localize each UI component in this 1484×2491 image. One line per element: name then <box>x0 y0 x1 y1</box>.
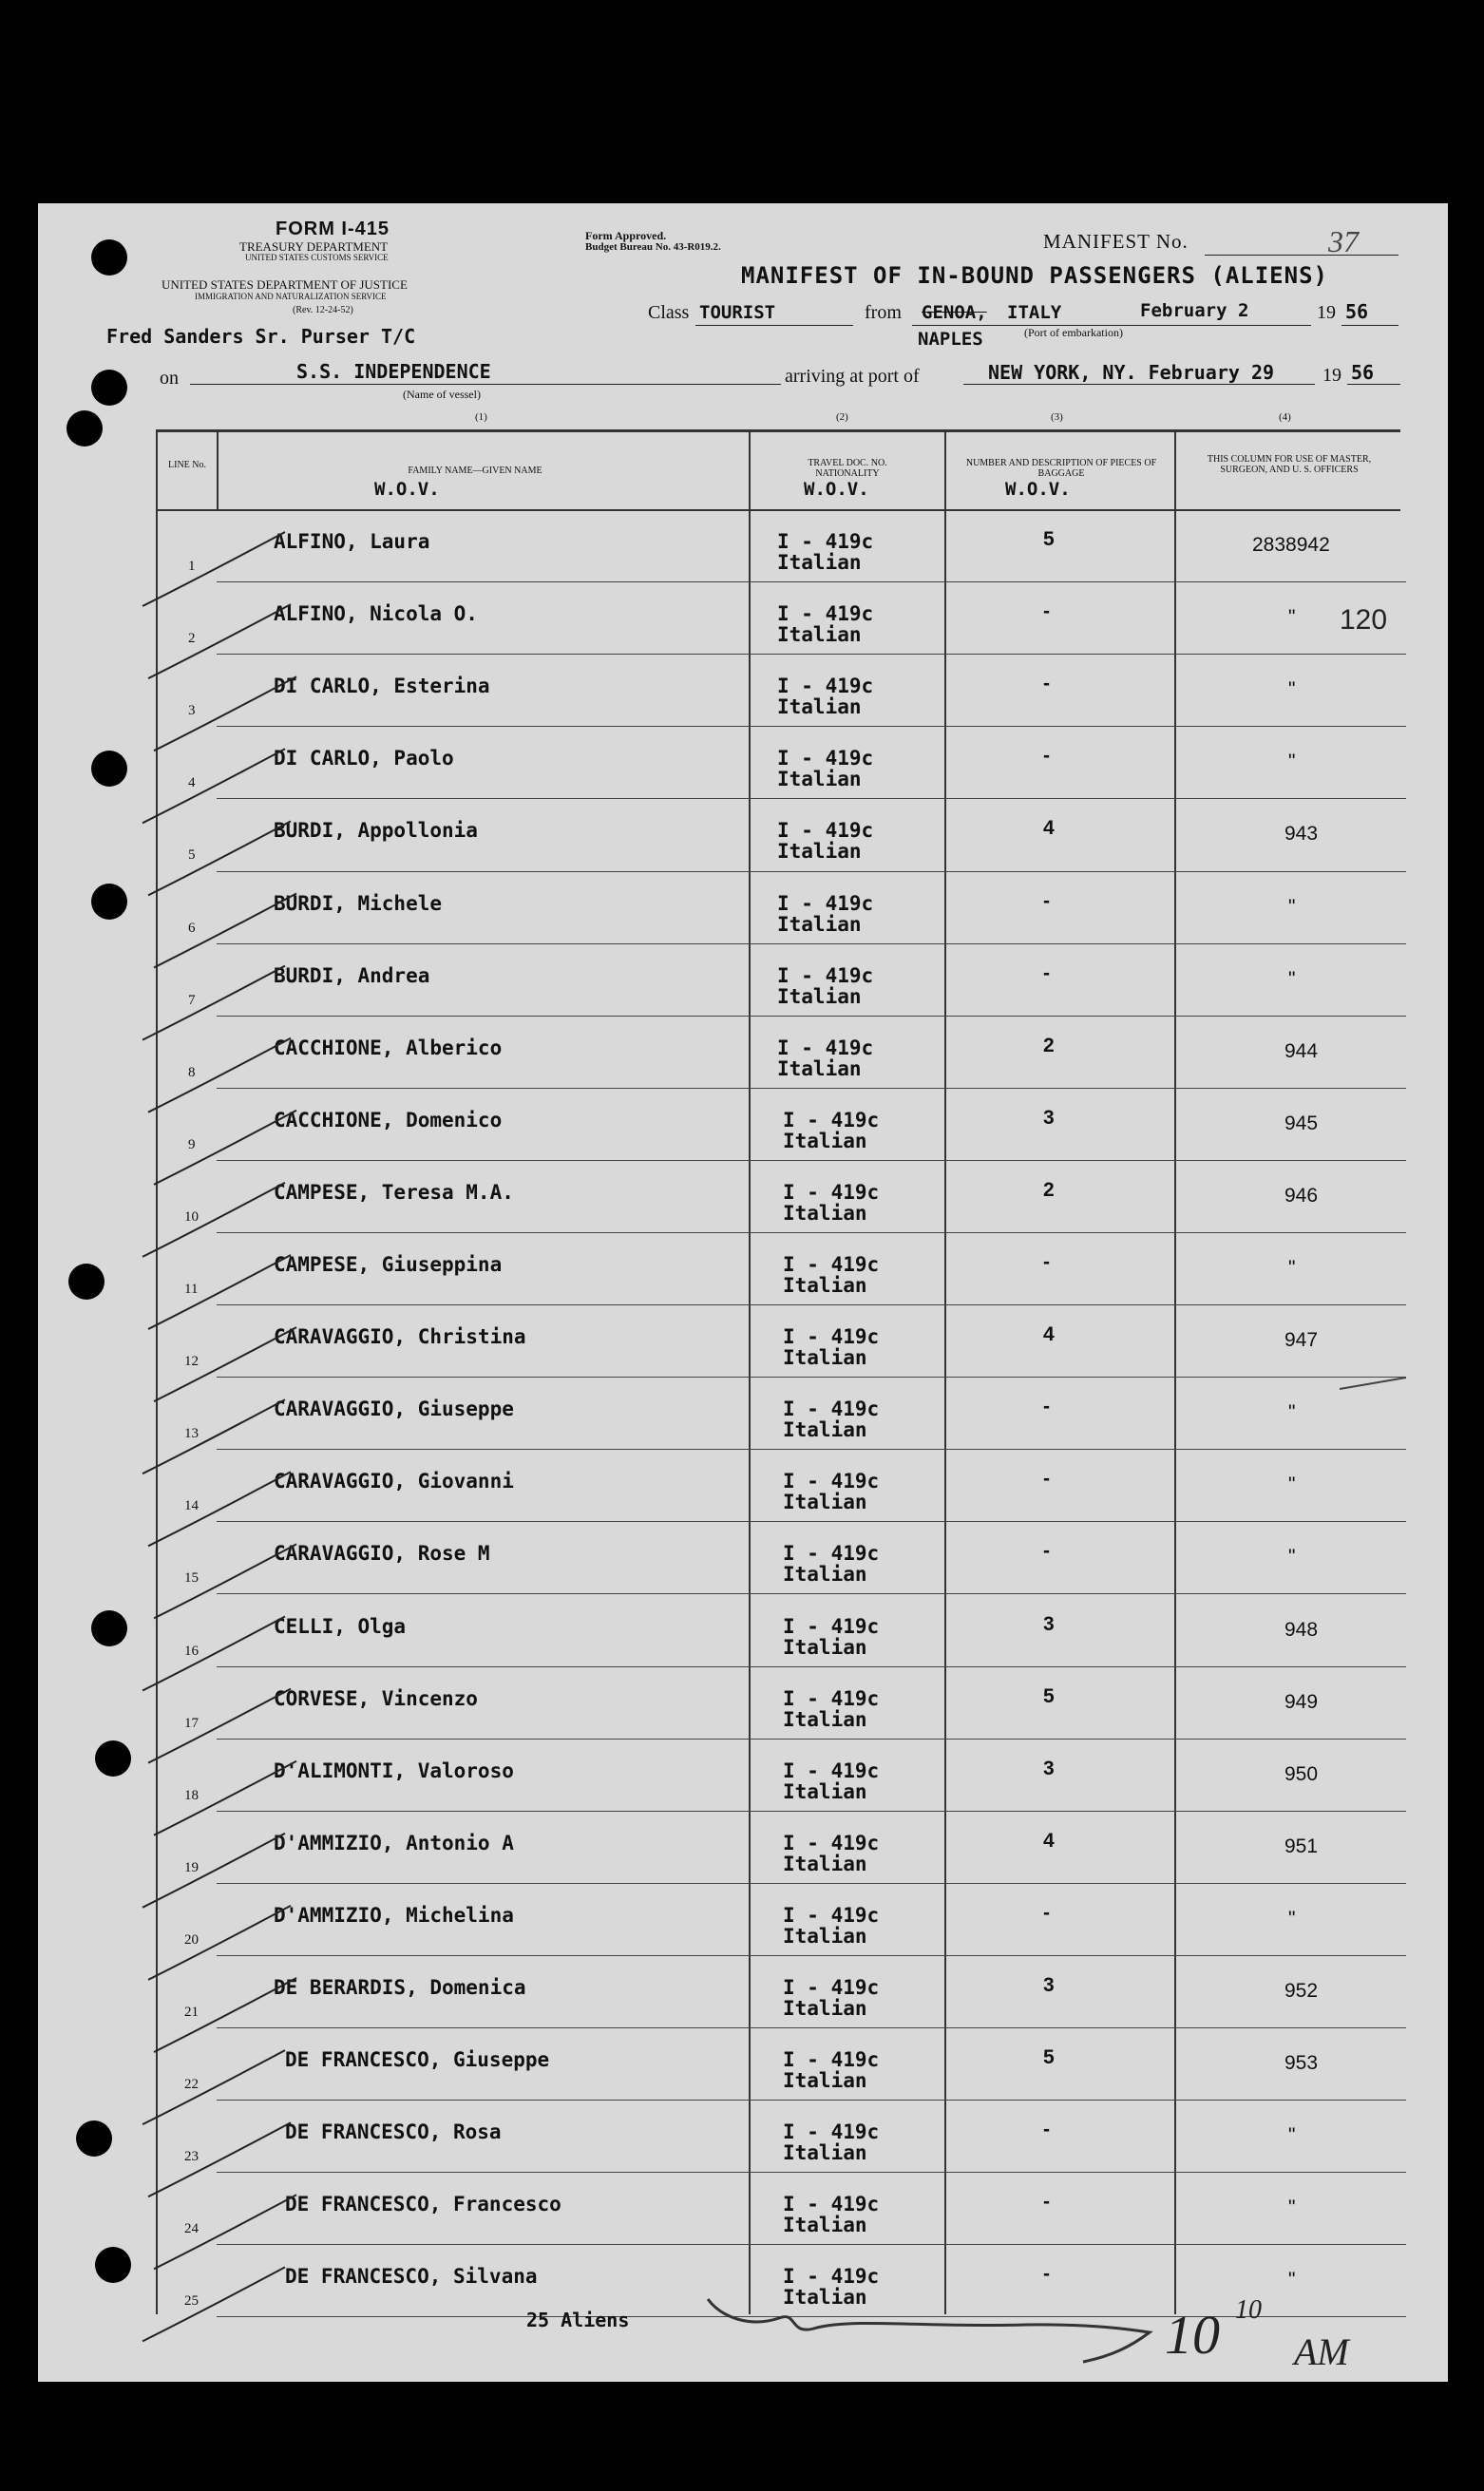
customs-label: UNITED STATES CUSTOMS SERVICE <box>245 253 389 262</box>
check-mark <box>143 1399 285 1474</box>
passenger-name: CARAVAGGIO, Giovanni <box>274 1470 514 1493</box>
line-number: 18 <box>184 1787 199 1803</box>
officer-number: " <box>1288 2124 1296 2147</box>
line-number: 21 <box>184 2005 199 2020</box>
baggage-count: - <box>1043 600 1050 623</box>
baggage-count: 2 <box>1043 1178 1055 1201</box>
travel-doc-header: TRAVEL DOC. NO. NATIONALITY <box>808 458 887 479</box>
check-mark <box>154 894 296 968</box>
line-number: 8 <box>188 1064 196 1080</box>
travel-doc: I - 419c <box>783 1253 880 1276</box>
travel-doc: I - 419c <box>783 1831 880 1854</box>
baggage-count: 2 <box>1043 1034 1055 1056</box>
baggage-count: - <box>1043 1540 1050 1563</box>
baggage-count: - <box>1043 1901 1050 1924</box>
officer-number: 950 <box>1284 1762 1319 1785</box>
check-mark <box>148 1255 291 1329</box>
travel-doc: I - 419c <box>777 675 874 698</box>
travel-doc: I - 419c <box>777 747 874 770</box>
officers-header: THIS COLUMN FOR USE OF MASTER, SURGEON, AND U. S. OFFICERS <box>1207 454 1372 475</box>
line-number: 16 <box>184 1643 199 1659</box>
officer-number: 943 <box>1284 823 1319 846</box>
nationality: Italian <box>783 2214 867 2237</box>
check-mark <box>148 604 291 678</box>
passenger-name: CARAVAGGIO, Christina <box>274 1325 526 1349</box>
passenger-name: CARAVAGGIO, Giuseppe <box>274 1398 514 1421</box>
officer-number: 945 <box>1284 1112 1319 1134</box>
time-note-sup: 10 <box>1235 2295 1262 2325</box>
check-mark <box>143 966 285 1040</box>
nationality: Italian <box>777 912 862 936</box>
nationality: Italian <box>783 1201 867 1225</box>
line-number: 24 <box>184 2221 199 2237</box>
line-number: 7 <box>188 992 196 1008</box>
budget-bureau: Budget Bureau No. 43-R019.2. <box>585 241 721 253</box>
column-number: (2) <box>836 411 848 423</box>
baggage-count: - <box>1043 745 1050 768</box>
officer-number: 948 <box>1284 1618 1319 1641</box>
baggage-count: 4 <box>1043 817 1055 840</box>
check-mark <box>154 1111 296 1185</box>
signature-scribble <box>708 2299 1150 2362</box>
baggage-count: 4 <box>1043 1323 1055 1346</box>
baggage-count: 4 <box>1043 1829 1055 1852</box>
passenger-name: DE FRANCESCO, Silvana <box>285 2265 538 2289</box>
baggage-count: - <box>1043 961 1050 984</box>
baggage-count: - <box>1043 2191 1050 2214</box>
nationality: Italian <box>783 1707 867 1731</box>
row2-extra-note: 120 <box>1340 604 1388 636</box>
travel-doc: I - 419c <box>783 1614 880 1638</box>
officer-number: " <box>1288 1474 1296 1496</box>
passenger-name: DE FRANCESCO, Rosa <box>285 2120 502 2144</box>
officer-number: " <box>1288 1257 1296 1279</box>
passenger-name: CORVESE, Vincenzo <box>274 1686 478 1710</box>
check-mark <box>143 1834 285 1908</box>
travel-doc: I - 419c <box>783 2120 880 2144</box>
year-1-value: 56 <box>1345 300 1369 323</box>
travel-doc: I - 419c <box>777 530 874 553</box>
line-number: 4 <box>188 775 196 791</box>
baggage-count: 5 <box>1043 1684 1055 1707</box>
passenger-name: CACCHIONE, Alberico <box>274 1036 503 1059</box>
nationality: Italian <box>777 768 862 791</box>
passenger-name: D'AMMIZIO, Antonio A <box>274 1831 514 1854</box>
check-mark <box>148 1472 291 1546</box>
nationality: Italian <box>783 1852 867 1875</box>
baggage-header: NUMBER AND DESCRIPTION OF PIECES OF BAGGAGE <box>965 458 1157 479</box>
officer-number: " <box>1288 751 1296 773</box>
nationality: Italian <box>777 1056 862 1080</box>
from-date: February 2 <box>1140 300 1249 321</box>
baggage-count: 3 <box>1043 1106 1055 1129</box>
officer-number: 949 <box>1284 1690 1319 1713</box>
ins-label: IMMIGRATION AND NATURALIZATION SERVICE <box>195 292 387 301</box>
check-mark <box>154 1327 296 1401</box>
nationality: Italian <box>783 1779 867 1803</box>
baggage-count: - <box>1043 1468 1050 1491</box>
travel-doc: I - 419c <box>783 1470 880 1493</box>
manifest-title: MANIFEST OF IN-BOUND PASSENGERS (ALIENS) <box>741 262 1328 289</box>
baggage-count: 3 <box>1043 1612 1055 1635</box>
passenger-name: BURDI, Michele <box>274 891 443 915</box>
line-number: 14 <box>184 1498 199 1514</box>
name-wov: W.O.V. <box>374 479 440 500</box>
manifest-no-value: 37 <box>1328 224 1359 258</box>
check-mark <box>148 2122 291 2196</box>
line-number: 22 <box>184 2077 199 2093</box>
form-approved: Form Approved. <box>585 229 667 242</box>
line-no-header: LINE No. <box>168 460 206 470</box>
nationality: Italian <box>777 551 862 574</box>
check-mark <box>143 532 285 606</box>
nationality: Italian <box>783 2069 867 2093</box>
year-1-prefix: 19 <box>1317 302 1336 323</box>
passenger-name: ALFINO, Nicola O. <box>274 602 478 626</box>
passenger-name: BURDI, Appollonia <box>274 819 478 843</box>
passenger-name: CAMPESE, Teresa M.A. <box>274 1180 514 1204</box>
passenger-name: D'ALIMONTI, Valoroso <box>274 1759 514 1782</box>
nationality: Italian <box>783 1997 867 2020</box>
travel-doc: I - 419c <box>783 2048 880 2072</box>
line-number: 13 <box>184 1426 199 1442</box>
nationality: Italian <box>777 695 862 719</box>
baggage-wov: W.O.V. <box>1005 479 1071 500</box>
travel-doc: I - 419c <box>783 1542 880 1566</box>
name-header: FAMILY NAME—GIVEN NAME <box>408 466 542 476</box>
passenger-name: DI CARLO, Esterina <box>274 675 490 698</box>
check-mark <box>154 2195 296 2269</box>
manifest-no-label: MANIFEST No. <box>1043 230 1189 253</box>
check-mark <box>143 2267 285 2341</box>
column-number: (1) <box>475 411 487 423</box>
line-number: 25 <box>184 2293 199 2310</box>
officer-number: " <box>1288 895 1296 918</box>
baggage-count: 5 <box>1043 528 1055 550</box>
justice-label: UNITED STATES DEPARTMENT OF JUSTICE <box>162 277 408 292</box>
nationality: Italian <box>777 623 862 647</box>
officer-number: 947 <box>1284 1329 1319 1352</box>
line-number: 6 <box>188 920 196 936</box>
passenger-name: CAMPESE, Giuseppina <box>274 1253 503 1276</box>
am-note: AM <box>1294 2330 1349 2373</box>
form-number: FORM I-415 <box>276 219 390 239</box>
baggage-count: - <box>1043 889 1050 912</box>
line-number: 11 <box>184 1282 199 1297</box>
officer-number: 953 <box>1284 2052 1319 2075</box>
nationality: Italian <box>783 1635 867 1659</box>
from-alt: NAPLES <box>918 329 983 350</box>
column-number: (3) <box>1051 411 1063 423</box>
passenger-name: BURDI, Andrea <box>274 963 430 987</box>
travel-doc: I - 419c <box>783 1108 880 1131</box>
vessel-name: S.S. INDEPENDENCE <box>296 360 491 383</box>
port-embark-label: (Port of embarkation) <box>1024 326 1123 339</box>
nationality: Italian <box>783 1924 867 1948</box>
passenger-name: DI CARLO, Paolo <box>274 747 454 770</box>
baggage-count: - <box>1043 1251 1050 1273</box>
arriving-label: arriving at port of <box>785 366 920 387</box>
year-2-prefix: 19 <box>1322 365 1341 386</box>
line-number: 10 <box>184 1208 199 1225</box>
passenger-name: CACCHIONE, Domenico <box>274 1108 503 1131</box>
nationality: Italian <box>783 1418 867 1442</box>
nationality: Italian <box>783 1129 867 1152</box>
treasury-label: TREASURY DEPARTMENT <box>239 239 389 254</box>
travel-doc: I - 419c <box>783 1180 880 1204</box>
travel-doc: I - 419c <box>783 2265 880 2289</box>
travel-doc: I - 419c <box>783 1398 880 1421</box>
check-mark <box>143 1617 285 1691</box>
travel-doc: I - 419c <box>783 1903 880 1927</box>
baggage-count: 3 <box>1043 1757 1055 1779</box>
passenger-name: DE FRANCESCO, Francesco <box>285 2193 561 2216</box>
officer-number: 946 <box>1284 1184 1319 1207</box>
baggage-count: - <box>1043 1396 1050 1418</box>
travel-doc: I - 419c <box>783 1325 880 1349</box>
baggage-count: 5 <box>1043 2046 1055 2069</box>
passenger-name: D'AMMIZIO, Michelina <box>274 1903 514 1927</box>
travel-doc: I - 419c <box>783 1686 880 1710</box>
class-label: Class <box>648 302 690 323</box>
check-mark <box>148 1906 291 1980</box>
nationality: Italian <box>783 2286 867 2310</box>
nationality: Italian <box>783 1274 867 1297</box>
line-number: 1 <box>188 559 196 574</box>
passenger-name: CARAVAGGIO, Rose M <box>274 1542 490 1566</box>
check-mark <box>148 1038 291 1112</box>
baggage-count: 3 <box>1043 1974 1055 1996</box>
line-number: 3 <box>188 703 196 719</box>
check-mark <box>148 1689 291 1763</box>
passenger-name: CELLI, Olga <box>274 1614 407 1638</box>
travel-doc: I - 419c <box>783 2193 880 2216</box>
line-number: 23 <box>184 2149 199 2165</box>
check-mark <box>154 1978 296 2052</box>
officer-number: " <box>1288 678 1296 701</box>
line-number: 9 <box>188 1136 196 1152</box>
line-number: 20 <box>184 1931 199 1948</box>
nationality: Italian <box>783 2141 867 2165</box>
from-value: ITALY <box>1007 302 1062 323</box>
footer-total: 25 Aliens <box>526 2309 630 2331</box>
officer-number: 2838942 <box>1252 534 1330 556</box>
from-struck: GENOA, <box>922 302 987 323</box>
check-mark <box>148 821 291 895</box>
travel-doc-wov: W.O.V. <box>804 479 869 500</box>
officer-number: 944 <box>1284 1039 1319 1062</box>
nationality: Italian <box>783 1491 867 1514</box>
arrival-port: NEW YORK, NY. February 29 <box>988 361 1275 384</box>
check-mark <box>154 676 296 751</box>
vessel-label: (Name of vessel) <box>403 388 481 401</box>
line-number: 15 <box>184 1570 199 1587</box>
purser: Fred Sanders Sr. Purser T/C <box>106 325 416 348</box>
officer-number: " <box>1288 1546 1296 1569</box>
passenger-name: ALFINO, Laura <box>274 530 430 553</box>
officer-number: " <box>1288 2196 1296 2219</box>
travel-doc: I - 419c <box>777 819 874 843</box>
year-2-value: 56 <box>1351 361 1375 384</box>
from-label: from <box>865 302 902 323</box>
nationality: Italian <box>783 1346 867 1370</box>
line-number: 19 <box>184 1859 199 1875</box>
officer-number: 951 <box>1284 1835 1319 1857</box>
check-mark <box>143 1183 285 1257</box>
nationality: Italian <box>783 1563 867 1587</box>
travel-doc: I - 419c <box>783 1759 880 1782</box>
check-mark <box>154 1761 296 1835</box>
baggage-count: - <box>1043 2263 1050 2286</box>
nationality: Italian <box>777 840 862 864</box>
line-number: 2 <box>188 631 196 647</box>
officer-number: " <box>1288 1401 1296 1424</box>
travel-doc: I - 419c <box>777 1036 874 1059</box>
nationality: Italian <box>777 984 862 1008</box>
officer-number: " <box>1288 2269 1296 2291</box>
line-number: 5 <box>188 847 196 864</box>
check-mark <box>143 2050 285 2124</box>
class-value: TOURIST <box>699 302 776 323</box>
pencil-dash <box>1340 1378 1406 1389</box>
officer-number: " <box>1288 967 1296 990</box>
time-note: 10 <box>1165 2304 1220 2366</box>
check-mark <box>143 749 285 823</box>
travel-doc: I - 419c <box>777 602 874 626</box>
travel-doc: I - 419c <box>777 891 874 915</box>
baggage-count: - <box>1043 673 1050 695</box>
officer-number: " <box>1288 1907 1296 1930</box>
on-label: on <box>160 368 179 389</box>
passenger-name: DE FRANCESCO, Giuseppe <box>285 2048 550 2072</box>
travel-doc: I - 419c <box>777 963 874 987</box>
rev-label: (Rev. 12-24-52) <box>293 305 353 315</box>
line-number: 17 <box>184 1715 199 1731</box>
passenger-name: DE BERARDIS, Domenica <box>274 1976 526 1999</box>
officer-number: 952 <box>1284 1980 1319 2002</box>
line-number: 12 <box>184 1354 199 1370</box>
travel-doc: I - 419c <box>783 1976 880 1999</box>
officer-number: " <box>1288 606 1296 629</box>
check-mark <box>154 1544 296 1618</box>
column-number: (4) <box>1279 411 1291 423</box>
baggage-count: - <box>1043 2119 1050 2141</box>
